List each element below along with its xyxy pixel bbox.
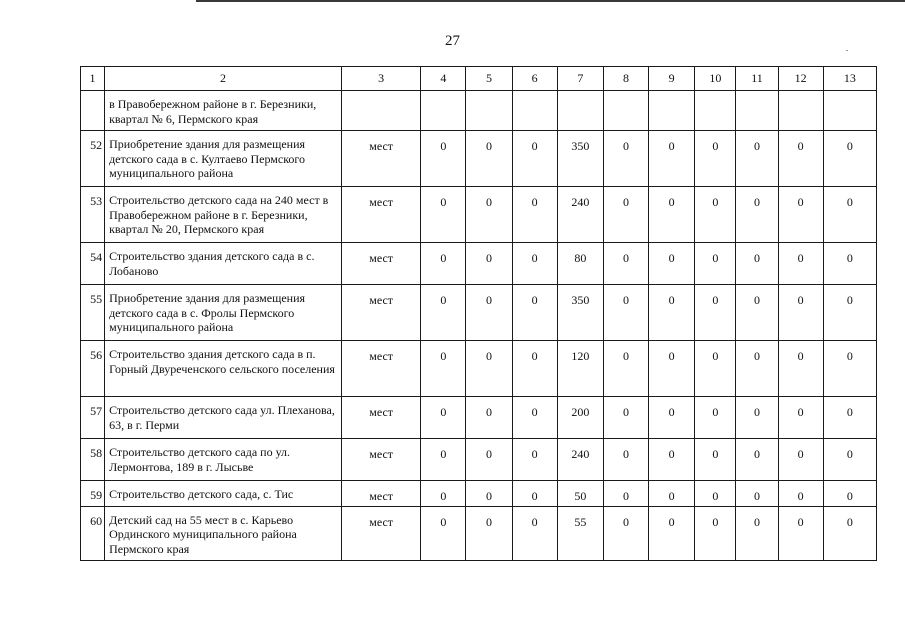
object-name: Строительство детского сада на 240 мест в Правобережном районе в г. Березники, квартал № 20, Пермского края bbox=[105, 187, 342, 243]
column-number-header: 10 bbox=[695, 67, 736, 91]
column-number-header: 6 bbox=[512, 67, 557, 91]
column-number-header: 3 bbox=[341, 67, 420, 91]
row-number: 54 bbox=[81, 243, 105, 285]
value-cell: 0 bbox=[695, 131, 736, 187]
table-row bbox=[81, 187, 877, 243]
value-cell: 0 bbox=[736, 187, 778, 243]
value-cell bbox=[421, 91, 466, 131]
value-cell: 350 bbox=[557, 131, 603, 187]
value-cell: 200 bbox=[557, 397, 603, 439]
column-number-header: 5 bbox=[466, 67, 512, 91]
value-cell: 0 bbox=[512, 341, 557, 397]
value-cell: 0 bbox=[695, 506, 736, 561]
value-cell: 0 bbox=[778, 243, 823, 285]
value-cell: 0 bbox=[823, 187, 876, 243]
object-name: Детский сад на 55 мест в с. Карьево Ординского муниципального района Пермского края bbox=[105, 506, 342, 561]
value-cell: 0 bbox=[736, 131, 778, 187]
value-cell: 0 bbox=[512, 131, 557, 187]
value-cell: 0 bbox=[778, 397, 823, 439]
row-number: 59 bbox=[81, 481, 105, 507]
table-row bbox=[81, 243, 877, 285]
value-cell: 0 bbox=[823, 506, 876, 561]
value-cell: 0 bbox=[649, 341, 695, 397]
value-cell: 0 bbox=[736, 481, 778, 507]
object-name: Строительство детского сада по ул. Лермонтова, 189 в г. Лысьве bbox=[105, 439, 342, 481]
value-cell: 0 bbox=[649, 187, 695, 243]
table-row bbox=[81, 131, 877, 187]
object-name: Строительство детского сада ул. Плеханова, 63, в г. Перми bbox=[105, 397, 342, 439]
value-cell: 0 bbox=[421, 506, 466, 561]
unit-cell: мест bbox=[341, 341, 420, 397]
value-cell bbox=[512, 91, 557, 131]
value-cell: 0 bbox=[649, 397, 695, 439]
table-row bbox=[81, 506, 877, 561]
value-cell: 0 bbox=[512, 243, 557, 285]
unit-cell: мест bbox=[341, 187, 420, 243]
value-cell bbox=[603, 91, 648, 131]
column-number-header: 9 bbox=[649, 67, 695, 91]
table-row bbox=[81, 285, 877, 341]
value-cell: 55 bbox=[557, 506, 603, 561]
value-cell: 0 bbox=[695, 285, 736, 341]
value-cell: 0 bbox=[421, 243, 466, 285]
value-cell: 0 bbox=[421, 187, 466, 243]
value-cell: 0 bbox=[603, 439, 648, 481]
table-header-row bbox=[81, 67, 877, 91]
object-name: Приобретение здания для размещения детского сада в с. Култаево Пермского муниципального района bbox=[105, 131, 342, 187]
row-number: 58 bbox=[81, 439, 105, 481]
value-cell bbox=[695, 91, 736, 131]
value-cell: 50 bbox=[557, 481, 603, 507]
value-cell: 350 bbox=[557, 285, 603, 341]
value-cell: 0 bbox=[421, 285, 466, 341]
row-number: 53 bbox=[81, 187, 105, 243]
value-cell: 0 bbox=[466, 285, 512, 341]
value-cell: 0 bbox=[736, 439, 778, 481]
value-cell bbox=[736, 91, 778, 131]
value-cell: 0 bbox=[421, 397, 466, 439]
value-cell: 0 bbox=[603, 187, 648, 243]
value-cell: 0 bbox=[512, 285, 557, 341]
object-name: Приобретение здания для размещения детского сада в с. Фролы Пермского муниципального района bbox=[105, 285, 342, 341]
value-cell: 0 bbox=[736, 243, 778, 285]
column-number-header: 7 bbox=[557, 67, 603, 91]
value-cell: 0 bbox=[466, 187, 512, 243]
value-cell: 0 bbox=[778, 131, 823, 187]
value-cell: 0 bbox=[603, 243, 648, 285]
value-cell: 0 bbox=[695, 341, 736, 397]
unit-cell: мест bbox=[341, 397, 420, 439]
value-cell: 0 bbox=[778, 481, 823, 507]
value-cell: 0 bbox=[512, 397, 557, 439]
object-name: Строительство детского сада, с. Тис bbox=[105, 481, 342, 507]
column-number-header: 8 bbox=[603, 67, 648, 91]
value-cell: 0 bbox=[466, 341, 512, 397]
value-cell: 0 bbox=[736, 506, 778, 561]
unit-cell: мест bbox=[341, 439, 420, 481]
value-cell: 0 bbox=[512, 187, 557, 243]
row-number: 57 bbox=[81, 397, 105, 439]
value-cell: 0 bbox=[778, 506, 823, 561]
top-border-line bbox=[196, 0, 905, 2]
unit-cell: мест bbox=[341, 481, 420, 507]
value-cell: 0 bbox=[512, 481, 557, 507]
value-cell: 0 bbox=[466, 506, 512, 561]
value-cell: 0 bbox=[421, 481, 466, 507]
value-cell bbox=[778, 91, 823, 131]
value-cell bbox=[649, 91, 695, 131]
value-cell: 0 bbox=[512, 506, 557, 561]
value-cell: 0 bbox=[823, 341, 876, 397]
value-cell: 0 bbox=[649, 506, 695, 561]
value-cell: 0 bbox=[736, 285, 778, 341]
value-cell: 0 bbox=[695, 187, 736, 243]
value-cell: 0 bbox=[823, 439, 876, 481]
value-cell: 0 bbox=[603, 285, 648, 341]
unit-cell: мест bbox=[341, 243, 420, 285]
value-cell: 0 bbox=[823, 481, 876, 507]
column-number-header: 11 bbox=[736, 67, 778, 91]
value-cell: 0 bbox=[466, 397, 512, 439]
column-number-header: 13 bbox=[823, 67, 876, 91]
row-number: 60 bbox=[81, 506, 105, 561]
unit-cell: мест bbox=[341, 131, 420, 187]
value-cell: 0 bbox=[603, 341, 648, 397]
value-cell: 0 bbox=[649, 439, 695, 481]
value-cell: 0 bbox=[695, 243, 736, 285]
value-cell: 0 bbox=[823, 131, 876, 187]
unit-cell bbox=[341, 91, 420, 131]
row-number bbox=[81, 91, 105, 131]
value-cell: 0 bbox=[649, 243, 695, 285]
row-number: 55 bbox=[81, 285, 105, 341]
value-cell: 0 bbox=[421, 131, 466, 187]
value-cell: 120 bbox=[557, 341, 603, 397]
value-cell: 0 bbox=[466, 243, 512, 285]
value-cell: 0 bbox=[695, 481, 736, 507]
value-cell: 0 bbox=[512, 439, 557, 481]
value-cell: 0 bbox=[778, 439, 823, 481]
value-cell: 240 bbox=[557, 187, 603, 243]
table-row bbox=[81, 439, 877, 481]
value-cell: 0 bbox=[695, 397, 736, 439]
value-cell: 0 bbox=[421, 341, 466, 397]
value-cell: 0 bbox=[736, 341, 778, 397]
row-number: 52 bbox=[81, 131, 105, 187]
value-cell bbox=[466, 91, 512, 131]
column-number-header: 2 bbox=[105, 67, 342, 91]
table-row bbox=[81, 481, 877, 507]
page-number: 27 bbox=[445, 33, 460, 49]
table-row bbox=[81, 341, 877, 397]
value-cell: 0 bbox=[603, 481, 648, 507]
value-cell: 240 bbox=[557, 439, 603, 481]
value-cell: 80 bbox=[557, 243, 603, 285]
value-cell: 0 bbox=[603, 506, 648, 561]
unit-cell: мест bbox=[341, 285, 420, 341]
value-cell: 0 bbox=[466, 131, 512, 187]
value-cell: 0 bbox=[823, 285, 876, 341]
table-row bbox=[81, 91, 877, 131]
value-cell: 0 bbox=[466, 481, 512, 507]
column-number-header: 12 bbox=[778, 67, 823, 91]
value-cell: 0 bbox=[778, 341, 823, 397]
value-cell: 0 bbox=[736, 397, 778, 439]
value-cell: 0 bbox=[603, 131, 648, 187]
unit-cell: мест bbox=[341, 506, 420, 561]
value-cell: 0 bbox=[649, 481, 695, 507]
column-number-header: 4 bbox=[421, 67, 466, 91]
value-cell: 0 bbox=[603, 397, 648, 439]
data-table bbox=[80, 66, 877, 561]
value-cell bbox=[823, 91, 876, 131]
value-cell: 0 bbox=[778, 285, 823, 341]
value-cell: 0 bbox=[778, 187, 823, 243]
row-number: 56 bbox=[81, 341, 105, 397]
object-name: в Правобережном районе в г. Березники, квартал № 6, Пермского края bbox=[105, 91, 342, 131]
scan-speck bbox=[846, 50, 848, 51]
object-name: Строительство здания детского сада в с. Лобаново bbox=[105, 243, 342, 285]
column-number-header: 1 bbox=[81, 67, 105, 91]
table-row bbox=[81, 397, 877, 439]
value-cell: 0 bbox=[823, 397, 876, 439]
value-cell: 0 bbox=[649, 131, 695, 187]
value-cell: 0 bbox=[421, 439, 466, 481]
value-cell: 0 bbox=[649, 285, 695, 341]
value-cell: 0 bbox=[466, 439, 512, 481]
value-cell: 0 bbox=[695, 439, 736, 481]
value-cell: 0 bbox=[823, 243, 876, 285]
object-name: Строительство здания детского сада в п. Горный Двуреченского сельского поселения bbox=[105, 341, 342, 397]
value-cell bbox=[557, 91, 603, 131]
